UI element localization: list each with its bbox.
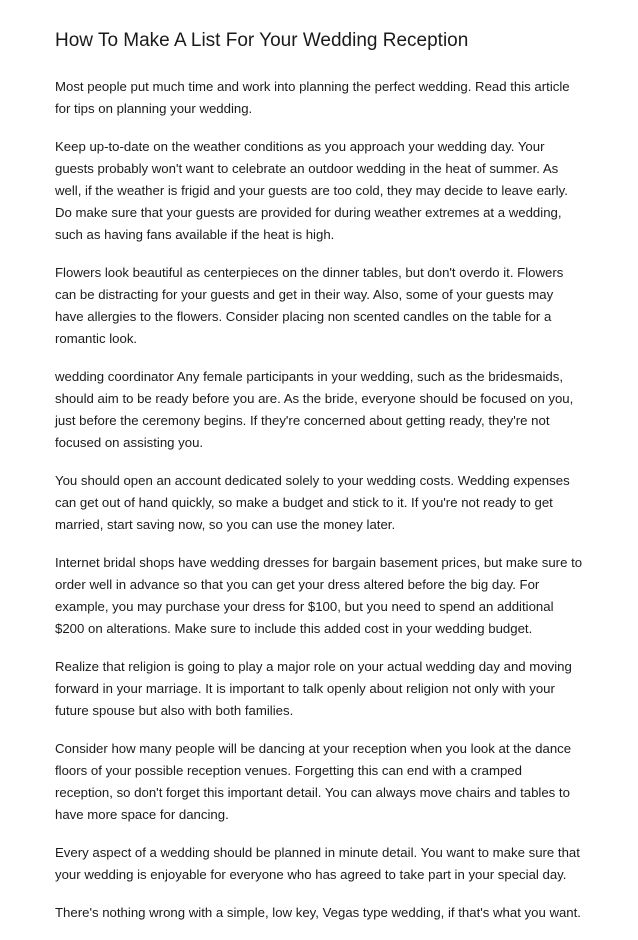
paragraph: Consider how many people will be dancing at your reception when you look at the dance floors of your possible reception venues. Forgetting this can end with a cramped reception, so don't forget this important detail. You can always move chairs and tables to have more space for dancing.: [55, 741, 572, 822]
paragraph: Most people put much time and work into planning the perfect wedding. Read this article for tips on planning your wedding.: [55, 79, 570, 116]
paragraph: There's nothing wrong with a simple, low key, Vegas type wedding, if that's what you want.: [55, 905, 581, 920]
paragraph: Realize that religion is going to play a major role on your actual wedding day and moving forward in your marriage. It is important to talk openly about religion not only with your future spouse but also with both families.: [55, 659, 572, 718]
document-title: How To Make A List For Your Wedding Reception: [55, 30, 469, 51]
paragraph: wedding coordinator Any female participants in your wedding, such as the bridesmaids, should aim to be ready before you are. As the bride, everyone should be focused on you, just before the ceremony begins. If they're concerned about getting ready, they're not focused on assisting you.: [55, 369, 574, 450]
document-page: [55, 28, 583, 940]
paragraph: You should open an account dedicated solely to your wedding costs. Wedding expenses can get out of hand quickly, so make a budget and stick to it. If you're not ready to get married, start saving now, so you can use the money later.: [55, 473, 570, 532]
paragraph: Keep up-to-date on the weather conditions as you approach your wedding day. Your guests probably won't want to celebrate an outdoor wedding in the heat of summer. As well, if the weather is frigid and your guests are too cold, they may decide to leave early. Do make sure that your guests are provided for during weather extremes at a wedding, such as having fans available if the heat is high.: [55, 139, 568, 242]
paragraph: Every aspect of a wedding should be planned in minute detail. You want to make sure that your wedding is enjoyable for everyone who has agreed to take part in your special day.: [55, 845, 580, 882]
paragraph: Flowers look beautiful as centerpieces on the dinner tables, but don't overdo it. Flowers can be distracting for your guests and get in their way. Also, some of your guests may have allergies to the flowers. Consider placing non scented candles on the table for a romantic look.: [55, 265, 564, 346]
paragraph: Internet bridal shops have wedding dresses for bargain basement prices, but make sure to order well in advance so that you can get your dress altered before the big day. For example, you may purchase your dress for $100, but you need to spend an additional $200 on alterations. Make sure to include this added cost in your wedding budget.: [55, 555, 583, 636]
